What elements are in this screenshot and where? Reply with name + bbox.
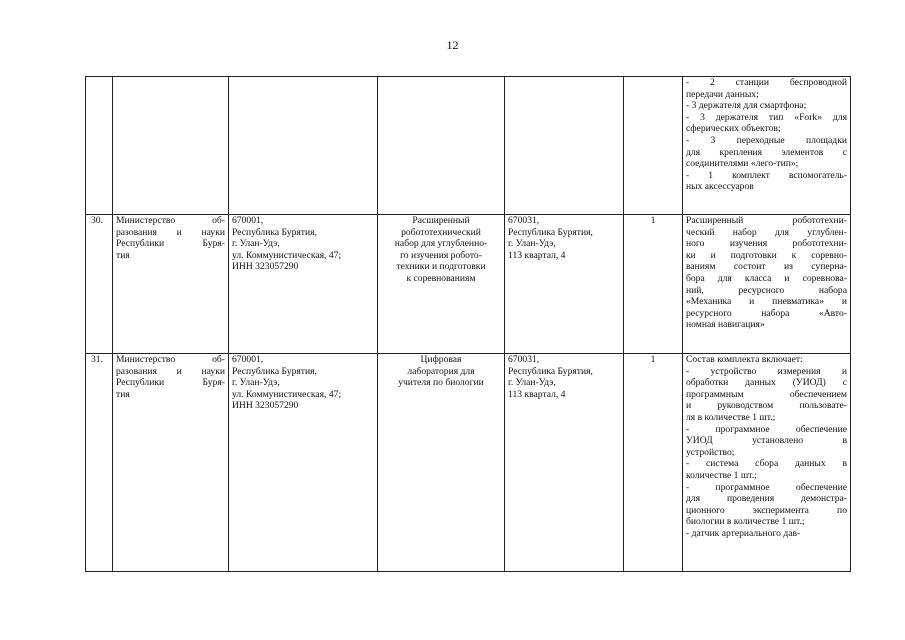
quantity-cell bbox=[624, 77, 683, 215]
org-line: Министерство об- bbox=[116, 354, 225, 365]
description-cell bbox=[683, 77, 851, 215]
location-line: Республика Бурятия, bbox=[508, 226, 593, 238]
location-line: г. Улан-Удэ, bbox=[508, 238, 556, 250]
org-line: Республики Буря- bbox=[116, 238, 225, 250]
description-line: для проведения демонстра- bbox=[686, 493, 847, 505]
address-line: Республика Бурятия, bbox=[232, 365, 317, 377]
org-line: тия bbox=[116, 388, 130, 400]
description-line: - программное обеспечение bbox=[686, 481, 847, 493]
description-line: - 2 станции беспроводной bbox=[686, 77, 847, 88]
description-line: Расширенный робототехни- bbox=[686, 215, 847, 226]
table-row bbox=[86, 354, 851, 572]
location-line: 113 квартал, 4 bbox=[508, 388, 566, 400]
name-line: Цифровая bbox=[420, 354, 462, 365]
location-cell bbox=[505, 354, 624, 572]
description-line: программным обеспечением bbox=[686, 388, 847, 400]
row-number-cell bbox=[86, 215, 113, 354]
description-line: УИОД установлено в bbox=[686, 435, 847, 447]
description-line: - 3 переходные площадки bbox=[686, 134, 847, 146]
name-line: техники и подготовки bbox=[396, 261, 486, 273]
description-line: - 1 комплект вспомогатель- bbox=[686, 169, 847, 181]
address-line: 670001, bbox=[232, 354, 264, 365]
description-line: - 3 держателя тип «Fork» для bbox=[686, 111, 847, 123]
org-line: Республики Буря- bbox=[116, 377, 225, 389]
description-line: обработки данных (УИОД) с bbox=[686, 377, 847, 389]
row-number-cell bbox=[86, 77, 113, 215]
quantity-cell bbox=[624, 215, 683, 354]
description-line: - программное обеспечение bbox=[686, 423, 847, 435]
description-line: - система сбора данных в bbox=[686, 458, 847, 470]
description-line: устройство; bbox=[686, 446, 735, 458]
description-line: ционного эксперимента по bbox=[686, 504, 847, 516]
location-line: 113 квартал, 4 bbox=[508, 249, 566, 261]
description-line: биологии в количестве 1 шт.; bbox=[686, 516, 805, 528]
description-line: ресурсного набора «Авто- bbox=[686, 307, 847, 319]
table-row bbox=[86, 77, 851, 215]
equipment-name-cell bbox=[378, 77, 505, 215]
location-line: Республика Бурятия, bbox=[508, 365, 593, 377]
description-line: «Механика и пневматика» и bbox=[686, 296, 847, 308]
table-row bbox=[86, 215, 851, 354]
description-cell bbox=[683, 354, 851, 572]
description-line: - 3 держателя для смартфона; bbox=[686, 100, 807, 112]
address-cell bbox=[229, 77, 378, 215]
location-line: г. Улан-Удэ, bbox=[508, 377, 556, 389]
description-line: ного изучения робототехни- bbox=[686, 238, 847, 250]
equipment-name-cell bbox=[378, 354, 505, 572]
name-line: набор для углубленно- bbox=[394, 238, 488, 250]
location-line: 670031, bbox=[508, 354, 540, 365]
quantity: 1 bbox=[650, 354, 656, 365]
name-line: учителя по биологии bbox=[398, 377, 484, 389]
address-line: г. Улан-Удэ, bbox=[232, 377, 280, 389]
location-cell bbox=[505, 77, 624, 215]
description-line: передачи данных; bbox=[686, 88, 759, 100]
organization-cell bbox=[113, 77, 229, 215]
description-line: ческий набор для углублен- bbox=[686, 226, 847, 238]
org-line: Министерство об- bbox=[116, 215, 225, 226]
org-line: тия bbox=[116, 249, 130, 261]
address-cell bbox=[229, 354, 378, 572]
description-line: количестве 1 шт.; bbox=[686, 469, 757, 481]
equipment-name-cell bbox=[378, 215, 505, 354]
equipment-table bbox=[85, 76, 851, 572]
quantity: 1 bbox=[650, 215, 656, 226]
name-line: к соревнованиям bbox=[406, 272, 476, 284]
address-line: г. Улан-Удэ, bbox=[232, 238, 280, 250]
name-line: Расширенный bbox=[412, 215, 470, 226]
description-line: ний, ресурсного набора bbox=[686, 284, 847, 296]
description-line: бора для класса и соревнова- bbox=[686, 272, 847, 284]
organization-cell bbox=[113, 354, 229, 572]
org-line: разования и науки bbox=[116, 226, 225, 238]
description-line: сферических объектов; bbox=[686, 123, 781, 135]
address-line: ул. Коммунистическая, 47; bbox=[232, 388, 342, 400]
description-line: номная навигация» bbox=[686, 319, 765, 331]
description-line: и руководством пользовате- bbox=[686, 400, 847, 412]
address-cell bbox=[229, 215, 378, 354]
row-number-cell bbox=[86, 354, 113, 572]
description-line: для крепления элементов с bbox=[686, 146, 847, 158]
name-line: го изучения робото- bbox=[400, 249, 482, 261]
address-line: ИНН 323057290 bbox=[232, 261, 299, 273]
description-line: ля в количестве 1 шт.; bbox=[686, 411, 776, 423]
page-number: 12 bbox=[446, 38, 459, 52]
description-cell bbox=[683, 215, 851, 354]
description-line: Состав комплекта включает: bbox=[686, 354, 803, 365]
description-line: - датчик артериального дав- bbox=[686, 527, 801, 539]
address-line: ИНН 323057290 bbox=[232, 400, 299, 412]
address-line: Республика Бурятия, bbox=[232, 226, 317, 238]
location-line: 670031, bbox=[508, 215, 540, 226]
name-line: лаборатория для bbox=[407, 365, 475, 377]
description-line: - устройство измерения и bbox=[686, 365, 847, 377]
row-number: 31. bbox=[91, 354, 103, 365]
quantity-cell bbox=[624, 354, 683, 572]
name-line: робототехнический bbox=[401, 226, 481, 238]
description-line: соединителями «лего-тип»; bbox=[686, 158, 799, 170]
address-line: ул. Коммунистическая, 47; bbox=[232, 249, 342, 261]
description-line: ных аксессуаров bbox=[686, 181, 754, 193]
row-number: 30. bbox=[91, 215, 103, 226]
location-cell bbox=[505, 215, 624, 354]
description-line: ки и подготовки к соревно- bbox=[686, 249, 847, 261]
organization-cell bbox=[113, 215, 229, 354]
description-line: ваниям состоит из суперна- bbox=[686, 261, 847, 273]
org-line: разования и науки bbox=[116, 365, 225, 377]
address-line: 670001, bbox=[232, 215, 264, 226]
